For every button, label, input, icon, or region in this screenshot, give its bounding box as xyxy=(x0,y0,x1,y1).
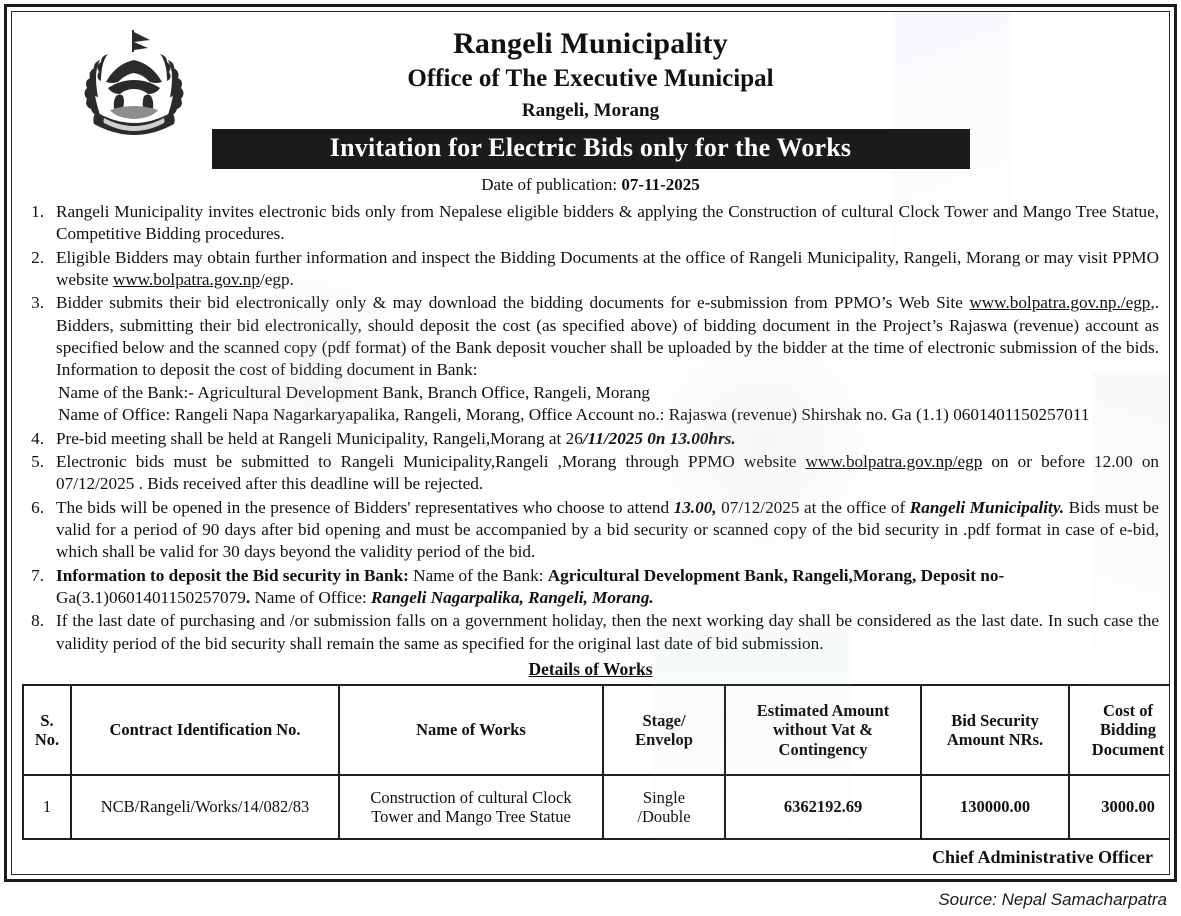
cell-line: Construction of cultural Clock xyxy=(370,787,572,807)
bank-name-line: Name of the Bank:- Agricultural Development Bank, Branch Office, Rangeli, Morang xyxy=(58,382,651,402)
bid-security-bank-heading: Information to deposit the Bid security in Bank: xyxy=(56,565,409,585)
clause-text xyxy=(56,497,1159,564)
header-line: Document xyxy=(1091,739,1165,759)
clause-text-part: Eligible Bidders may obtain further information and inspect the Bidding Documents at the office of Rangeli Municipality, Rangeli, Morang or may visit PPMO website xyxy=(56,247,1159,290)
ppmo-website-link[interactable]: www.bolpatra.gov.np/egp xyxy=(805,451,983,471)
document-inner-frame xyxy=(11,11,1170,875)
clause-item-3 xyxy=(22,292,1159,426)
clause-text xyxy=(56,451,1159,496)
ppmo-website-link[interactable]: www.bolpatra.gov.np./egp xyxy=(969,293,1151,313)
clause-text xyxy=(56,247,1159,292)
clause-text-part: . xyxy=(245,588,251,608)
clause-text-part: ,. Bidders, submitting their bid electronically, should deposit the cost (as specified above) of bidding document in the Project’s Rajaswa (revenue) account as specified below and the scanned copy (pdf format) of the Bank deposit voucher shall be uploaded by the bidder at the time of electronic submission of the bids. Information to deposit the cost of bidding document in Bank: xyxy=(56,293,1159,380)
column-header-serial-no xyxy=(23,685,71,775)
column-header-contract-id xyxy=(71,685,339,775)
clause-number: 7. xyxy=(31,565,44,585)
clause-text xyxy=(56,428,1159,450)
table-header-row xyxy=(23,685,1170,775)
column-header-estimated-amount xyxy=(725,685,921,775)
header-line: Envelop xyxy=(635,730,693,750)
office-subtitle: Office of The Executive Municipal xyxy=(407,65,774,93)
clause-text-part: Bids must be valid for a period of 90 days after bid opening and must be accompanied by a bid security or scanned copy of the bid security in .pdf format in case of e-bid, which shall be valid for 30 days beyond the validity period of the bid. xyxy=(56,497,1159,562)
header-line: Name of Works xyxy=(416,720,526,740)
publication-date-value: 07-11-2025 xyxy=(621,174,700,194)
clause-number: 2. xyxy=(31,247,44,267)
source-attribution: Source: Nepal Samacharpatra xyxy=(938,890,1167,909)
clause-number: 5. xyxy=(31,451,44,471)
clause-item-7 xyxy=(22,565,1159,610)
ppmo-website-link[interactable]: www.bolpatra.gov.np xyxy=(112,270,260,290)
clause-text-part: Name of Office: xyxy=(250,588,372,608)
details-of-works-heading: Details of Works xyxy=(528,659,653,680)
office-location: Rangeli, Morang xyxy=(521,100,660,122)
document-frame xyxy=(4,4,1177,882)
publication-date-label: Date of publication: xyxy=(481,174,618,194)
clause-text-part: Bidder submits their bid electronically only & may download the bidding documents for e-submission from PPMO’s Web Site xyxy=(56,293,970,313)
header-line: Stage/ xyxy=(642,710,686,730)
clause-text-part: on or before 12.00 on 07/12/2025 . Bids received after this deadline will be rejected. xyxy=(56,451,1160,494)
clause-item-6 xyxy=(22,497,1159,564)
publication-date-line xyxy=(22,169,1159,197)
office-account-line: Name of Office: Rangeli Napa Nagarkaryapalika, Rangeli, Morang, Office Account no.: Rajaswa (revenue) Shirshak no. Ga (1.1) 0601401150257011 xyxy=(58,405,1090,425)
cell-estimated-amount: 6362192.69 xyxy=(725,775,921,839)
clause-item-4 xyxy=(22,428,1159,450)
clause-text-part: Name of the Bank: xyxy=(408,565,548,585)
clause-item-2 xyxy=(22,247,1159,292)
bid-security-bank-name: Agricultural Development Bank, Rangeli,Morang, Deposit no- xyxy=(547,565,1005,585)
header-line: Bid Security xyxy=(951,710,1039,730)
clause-number: 1. xyxy=(31,201,44,221)
header-line: Bidding xyxy=(1100,720,1156,740)
header-line: without Vat & xyxy=(773,720,873,740)
bid-opening-office: Rangeli Municipality. xyxy=(909,497,1065,517)
column-header-name-of-works xyxy=(339,685,603,775)
header-line: Cost of xyxy=(1103,700,1153,720)
header-line: Amount NRs. xyxy=(946,730,1044,750)
clause-text-part: /egp. xyxy=(260,270,294,290)
cell-line: Tower and Mango Tree Statue xyxy=(371,807,571,827)
clause-item-1 xyxy=(22,201,1159,246)
clause-item-5 xyxy=(22,451,1159,496)
clause-item-8 xyxy=(22,610,1159,655)
column-header-cost-of-bidding-document xyxy=(1069,685,1170,775)
details-of-works-table xyxy=(22,684,1170,840)
signatory-title: Chief Administrative Officer xyxy=(932,847,1153,868)
column-header-stage-envelop xyxy=(603,685,725,775)
clause-number: 4. xyxy=(31,428,44,448)
cell-contract-id: NCB/Rangeli/Works/14/082/83 xyxy=(71,775,339,839)
clause-text xyxy=(56,292,1159,426)
prebid-meeting-datetime: /11/2025 0n 13.00hrs. xyxy=(582,428,736,448)
bid-security-office-name: Rangeli Nagarpalika, Rangeli, Morang. xyxy=(371,588,654,608)
clause-text-part: The bids will be opened in the presence of Bidders' representatives who choose to attend xyxy=(56,497,674,517)
header-line: Estimated Amount xyxy=(756,700,890,720)
organization-title: Rangeli Municipality xyxy=(453,27,728,60)
header-line: S. xyxy=(40,710,54,730)
clause-text: If the last date of purchasing and /or submission falls on a government holiday, then the next working day shall be considered as the last date. In such case the validity period of the bid security shall remain the same as specified for the original last date of bid submission. xyxy=(56,611,1159,653)
nepal-government-emblem-icon xyxy=(74,26,194,138)
cell-cost-of-document: 3000.00 xyxy=(1069,775,1170,839)
clause-text: Rangeli Municipality invites electronic bids only from Nepalese eligible bidders & applying the Construction of cultural Clock Tower and Mango Tree Statue, Competitive Bidding procedures. xyxy=(56,201,1159,244)
header-line: Contingency xyxy=(778,739,868,759)
clause-text-part: 07/12/2025 at the office of xyxy=(716,497,910,517)
cell-bid-security: 130000.00 xyxy=(921,775,1069,839)
clause-number: 3. xyxy=(31,293,44,313)
cell-name-of-works xyxy=(339,775,603,839)
column-header-bid-security xyxy=(921,685,1069,775)
clause-text-part: Electronic bids must be submitted to Rangeli Municipality,Rangeli ,Morang through PPMO website xyxy=(56,451,806,471)
bid-security-deposit-no: Ga(3.1)0601401150257079 xyxy=(56,588,246,608)
cell-serial-no: 1 xyxy=(23,775,71,839)
cell-stage-envelop xyxy=(603,775,725,839)
clause-paragraph xyxy=(56,292,1159,381)
invitation-banner: Invitation for Electric Bids only for the Works xyxy=(212,129,970,169)
document-header xyxy=(22,18,1159,197)
header-line: Contract Identification No. xyxy=(109,720,301,740)
clause-text xyxy=(56,565,1159,610)
header-line: No. xyxy=(34,730,60,750)
clause-number: 8. xyxy=(31,611,44,631)
clause-text-part: Pre-bid meeting shall be held at Rangeli Municipality, Rangeli,Morang at 26 xyxy=(56,428,583,448)
bid-opening-time: 13.00, xyxy=(673,497,717,517)
cell-line: Single xyxy=(642,787,686,807)
clause-number: 6. xyxy=(31,497,44,517)
clause-list xyxy=(22,201,1159,655)
cell-line: /Double xyxy=(637,807,691,827)
table-row xyxy=(23,775,1170,839)
